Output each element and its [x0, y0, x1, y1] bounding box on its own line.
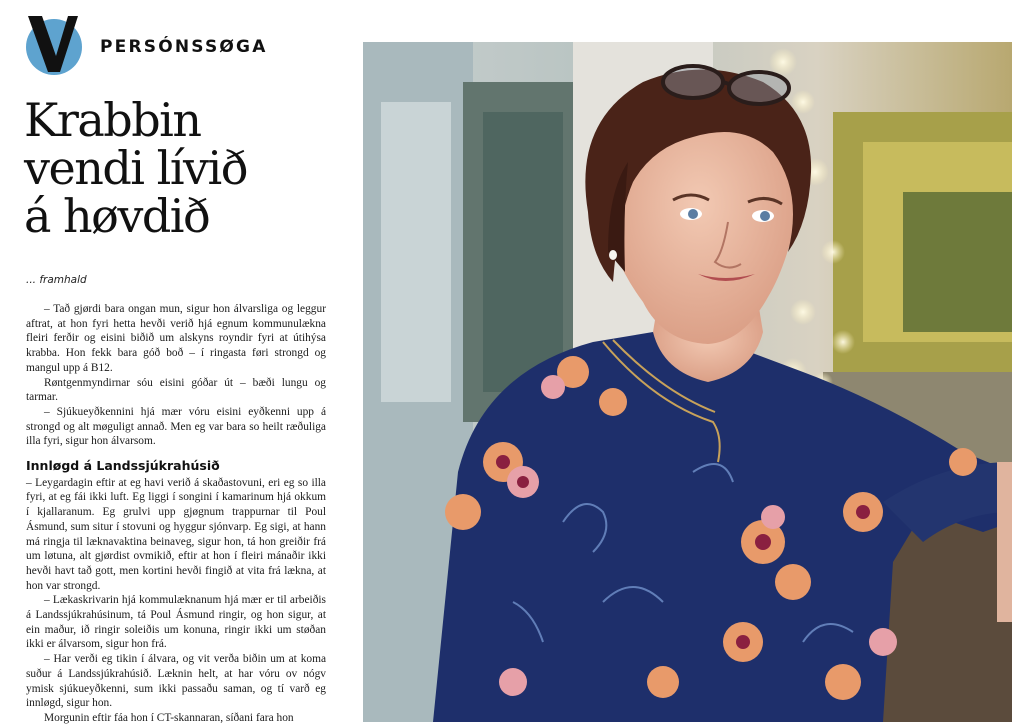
paragraph: – Leygardagin eftir at eg havi verið á skaðastovuni, eri eg so illa fyri, at eg fái ikki luft. Eg liggi í songini í kamarinum hjá okkum í kjallaranum. Eg grulvi upp gjøgnum trappurnar til Poul Ásmund, sum situr í stovuni og hyggur sjónvarp. Eg sigi, at hann má ringja til læknavaktina beinaveg, sigur hon, tá hon greiðir frá um løtuna, alt gjørdist ovmikið, eftir at hon í fleiri mánaðir ikki hevði havt tað gott, men kortini hevði fingið at vita frá lækna, at hon var strongd.	[26, 476, 326, 592]
portrait-illustration	[363, 42, 1012, 722]
v-logo-icon	[26, 19, 82, 75]
title-line: vendi lívið	[24, 141, 247, 195]
paragraph: – Tað gjørdi bara ongan mun, sigur hon álvarsliga og leggur aftrat, at hon fyri hetta hevði verið hjá egnum kommunulækna fleiri ferðir og eisini biðið um alskyns royndir fyri at útihýsa krabba. Hon fekk bara góð boð – í ringasta føri strongd og mangul upp á B12.	[26, 303, 326, 374]
paragraph: – Sjúkueyðkennini hjá mær vóru eisini eyðkenni upp á strongd og alt møguligt annað. Men eg var bara so heilt ræðuliga illa fyri, sigur hon álvarsom.	[26, 405, 326, 448]
article-title	[24, 93, 344, 243]
paragraph: – Lækaskrivarin hjá kommulæknanum hjá mær er til arbeiðis á Landssjúkrahúsinum, tá Poul Ásmund ringir, og hon sigur, at ein maður, ið ringir soleiðis um konuna, ringir ikki um støðan ikki er álvarsom, sigur hon frá.	[26, 594, 326, 651]
portrait-photo	[363, 42, 1012, 722]
continued-label: ... framhald	[26, 274, 87, 286]
paragraph: – Har verði eg tikin í álvara, og vit verða biðin um at koma suður á Landssjúkrahúsið. Læknin helt, at har vóru ov nógv ymisk sjúkueyðkenni, sum ikki passaðu saman, og tí varð eg innløgd, sigur hon.	[26, 653, 326, 710]
paragraph: Morgunin eftir fáa hon í CT-skannaran, síðani fara hon	[44, 711, 294, 724]
paragraph: Røntgenmyndirnar sóu eisini góðar út – bæði lungu og tarmar.	[26, 376, 326, 404]
magazine-header	[26, 19, 268, 75]
section-label: PERSÓNSSØGA	[100, 37, 268, 57]
title-line: Krabbin	[24, 93, 201, 147]
subheading: Innløgd á Landssjúkrahúsið	[26, 458, 220, 474]
title-line: á høvdið	[24, 189, 210, 243]
article-body	[26, 302, 326, 726]
